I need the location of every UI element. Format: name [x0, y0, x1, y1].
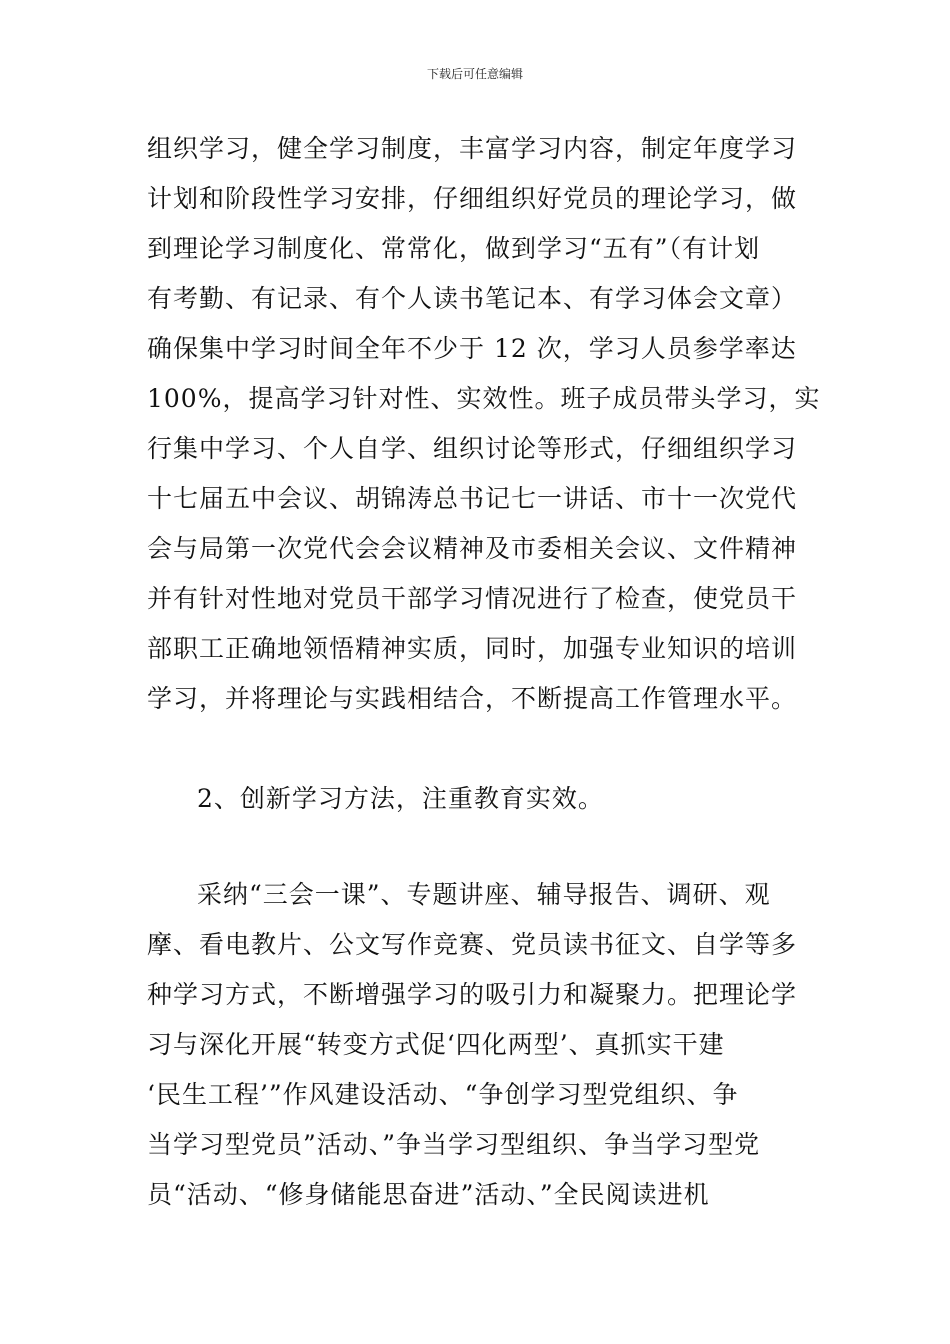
section-heading-2 [147, 774, 815, 824]
paragraph-line: 会与局第一次党代会会议精神及市委相关会议、文件精神 [147, 534, 798, 563]
paragraph-line: 确保集中学习时间全年不少于 12 次，学习人员参学率达 [147, 334, 797, 363]
paragraph-line: 100%，提高学习针对性、实效性。班子成员带头学习，实 [147, 384, 821, 413]
paragraph-line: 有考勤、有记录、有个人读书笔记本、有学习体会文章） [147, 284, 798, 313]
paragraph-line: 十七届五中会议、胡锦涛总书记七一讲话、市十一次党代 [147, 484, 798, 513]
paragraph-2 [147, 870, 815, 1220]
paragraph-line: 并有针对性地对党员干部学习情况进行了检查，使党员干 [147, 584, 798, 613]
paragraph-line: 当学习型党员”活动、”争当学习型组织、争当学习型党 [147, 1130, 761, 1159]
paragraph-line: 员“活动、“修身储能思奋进”活动、”全民阅读进机 [147, 1180, 710, 1209]
paragraph-line: 计划和阶段性学习安排，仔细组织好党员的理论学习，做 [147, 184, 798, 213]
paragraph-line: 习与深化开展“转变方式促‘四化两型’、真抓实干建 [147, 1030, 725, 1059]
paragraph-line: 部职工正确地领悟精神实质，同时，加强专业知识的培训 [147, 634, 798, 663]
paragraph-line: 组织学习，健全学习制度，丰富学习内容，制定年度学习 [147, 134, 798, 163]
section-heading-text: 2、创新学习方法，注重教育实效。 [197, 784, 604, 813]
paragraph-line: 采纳“三会一课”、专题讲座、辅导报告、调研、观 [197, 880, 771, 909]
paragraph-line: ‘民生工程’”作风建设活动、“争创学习型党组织、争 [147, 1080, 739, 1109]
paragraph-line: 行集中学习、个人自学、组织讨论等形式，仔细组织学习 [147, 434, 798, 463]
paragraph-line: 摩、看电教片、公文写作竞赛、党员读书征文、自学等多 [147, 930, 798, 959]
paragraph-line: 种学习方式，不断增强学习的吸引力和凝聚力。把理论学 [147, 980, 798, 1009]
paragraph-1 [147, 124, 821, 724]
paragraph-line: 学习，并将理论与实践相结合，不断提高工作管理水平。 [147, 684, 798, 713]
page-header-note: 下载后可任意编辑 [426, 67, 523, 81]
paragraph-line: 到理论学习制度化、常常化，做到学习“五有”（有计划 [147, 234, 761, 263]
